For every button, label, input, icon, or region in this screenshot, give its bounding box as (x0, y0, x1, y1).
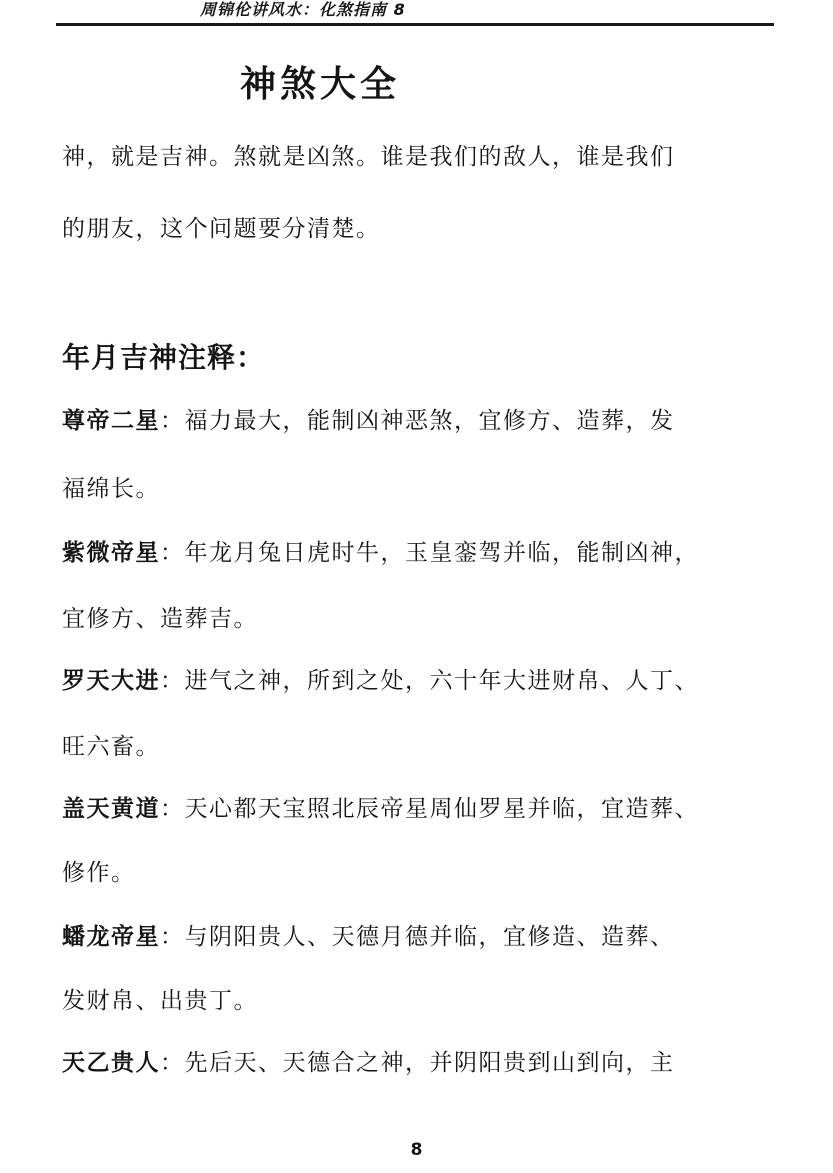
entry-text: 先后天、天德合之神，并阴阳贵到山到向，主 (184, 1050, 675, 1076)
entry-line-2: 福绵长。 (62, 476, 160, 502)
page-number: 8 (410, 1140, 423, 1160)
entry-line-1 (62, 534, 699, 567)
entry-term: 紫微帝星 (62, 540, 160, 566)
running-header (0, 0, 833, 22)
entry-line-2: 发财帛、出贵丁。 (62, 988, 258, 1014)
intro-line-2: 的朋友，这个问题要分清楚。 (62, 216, 381, 242)
header-rule (56, 23, 774, 26)
entry-text: 年龙月兔日虎时牛，玉皇銮驾并临，能制凶神， (184, 540, 699, 566)
entry-term: 蟠龙帝星 (62, 924, 160, 950)
entry-text: 与阴阳贵人、天德月德并临，宜修造、造葬、 (184, 924, 675, 950)
entry-separator: ： (160, 924, 185, 950)
running-header-text: 周锦伦讲风水：化煞指南 8 (200, 0, 406, 19)
entry-line-1 (62, 1044, 675, 1077)
entry-line-1 (62, 790, 699, 823)
entry-separator: ： (160, 408, 185, 434)
entry-line-1 (62, 918, 675, 951)
entry-line-2: 宜修方、造葬吉。 (62, 606, 258, 632)
entry-term: 罗天大进 (62, 668, 160, 694)
entry-separator: ： (160, 540, 185, 566)
section-heading: 年月吉神注释： (62, 341, 266, 374)
entry-line-1 (62, 662, 699, 695)
entry-line-2: 修作。 (62, 860, 136, 886)
entry-separator: ： (160, 668, 185, 694)
entry-separator: ： (160, 1050, 185, 1076)
entry-line-2: 旺六畜。 (62, 734, 160, 760)
intro-line-1: 神，就是吉神。煞就是凶煞。谁是我们的敌人，谁是我们 (62, 144, 675, 170)
entry-line-1 (62, 402, 675, 435)
entry-term: 盖天黄道 (62, 796, 160, 822)
entry-text: 进气之神，所到之处，六十年大进财帛、人丁、 (184, 668, 699, 694)
page-title: 神煞大全 (240, 64, 401, 105)
entry-term: 天乙贵人 (62, 1050, 160, 1076)
entry-text: 福力最大，能制凶神恶煞，宜修方、造葬，发 (184, 408, 675, 434)
entry-separator: ： (160, 796, 185, 822)
entry-text: 天心都天宝照北辰帝星周仙罗星并临，宜造葬、 (184, 796, 699, 822)
entry-term: 尊帝二星 (62, 408, 160, 434)
